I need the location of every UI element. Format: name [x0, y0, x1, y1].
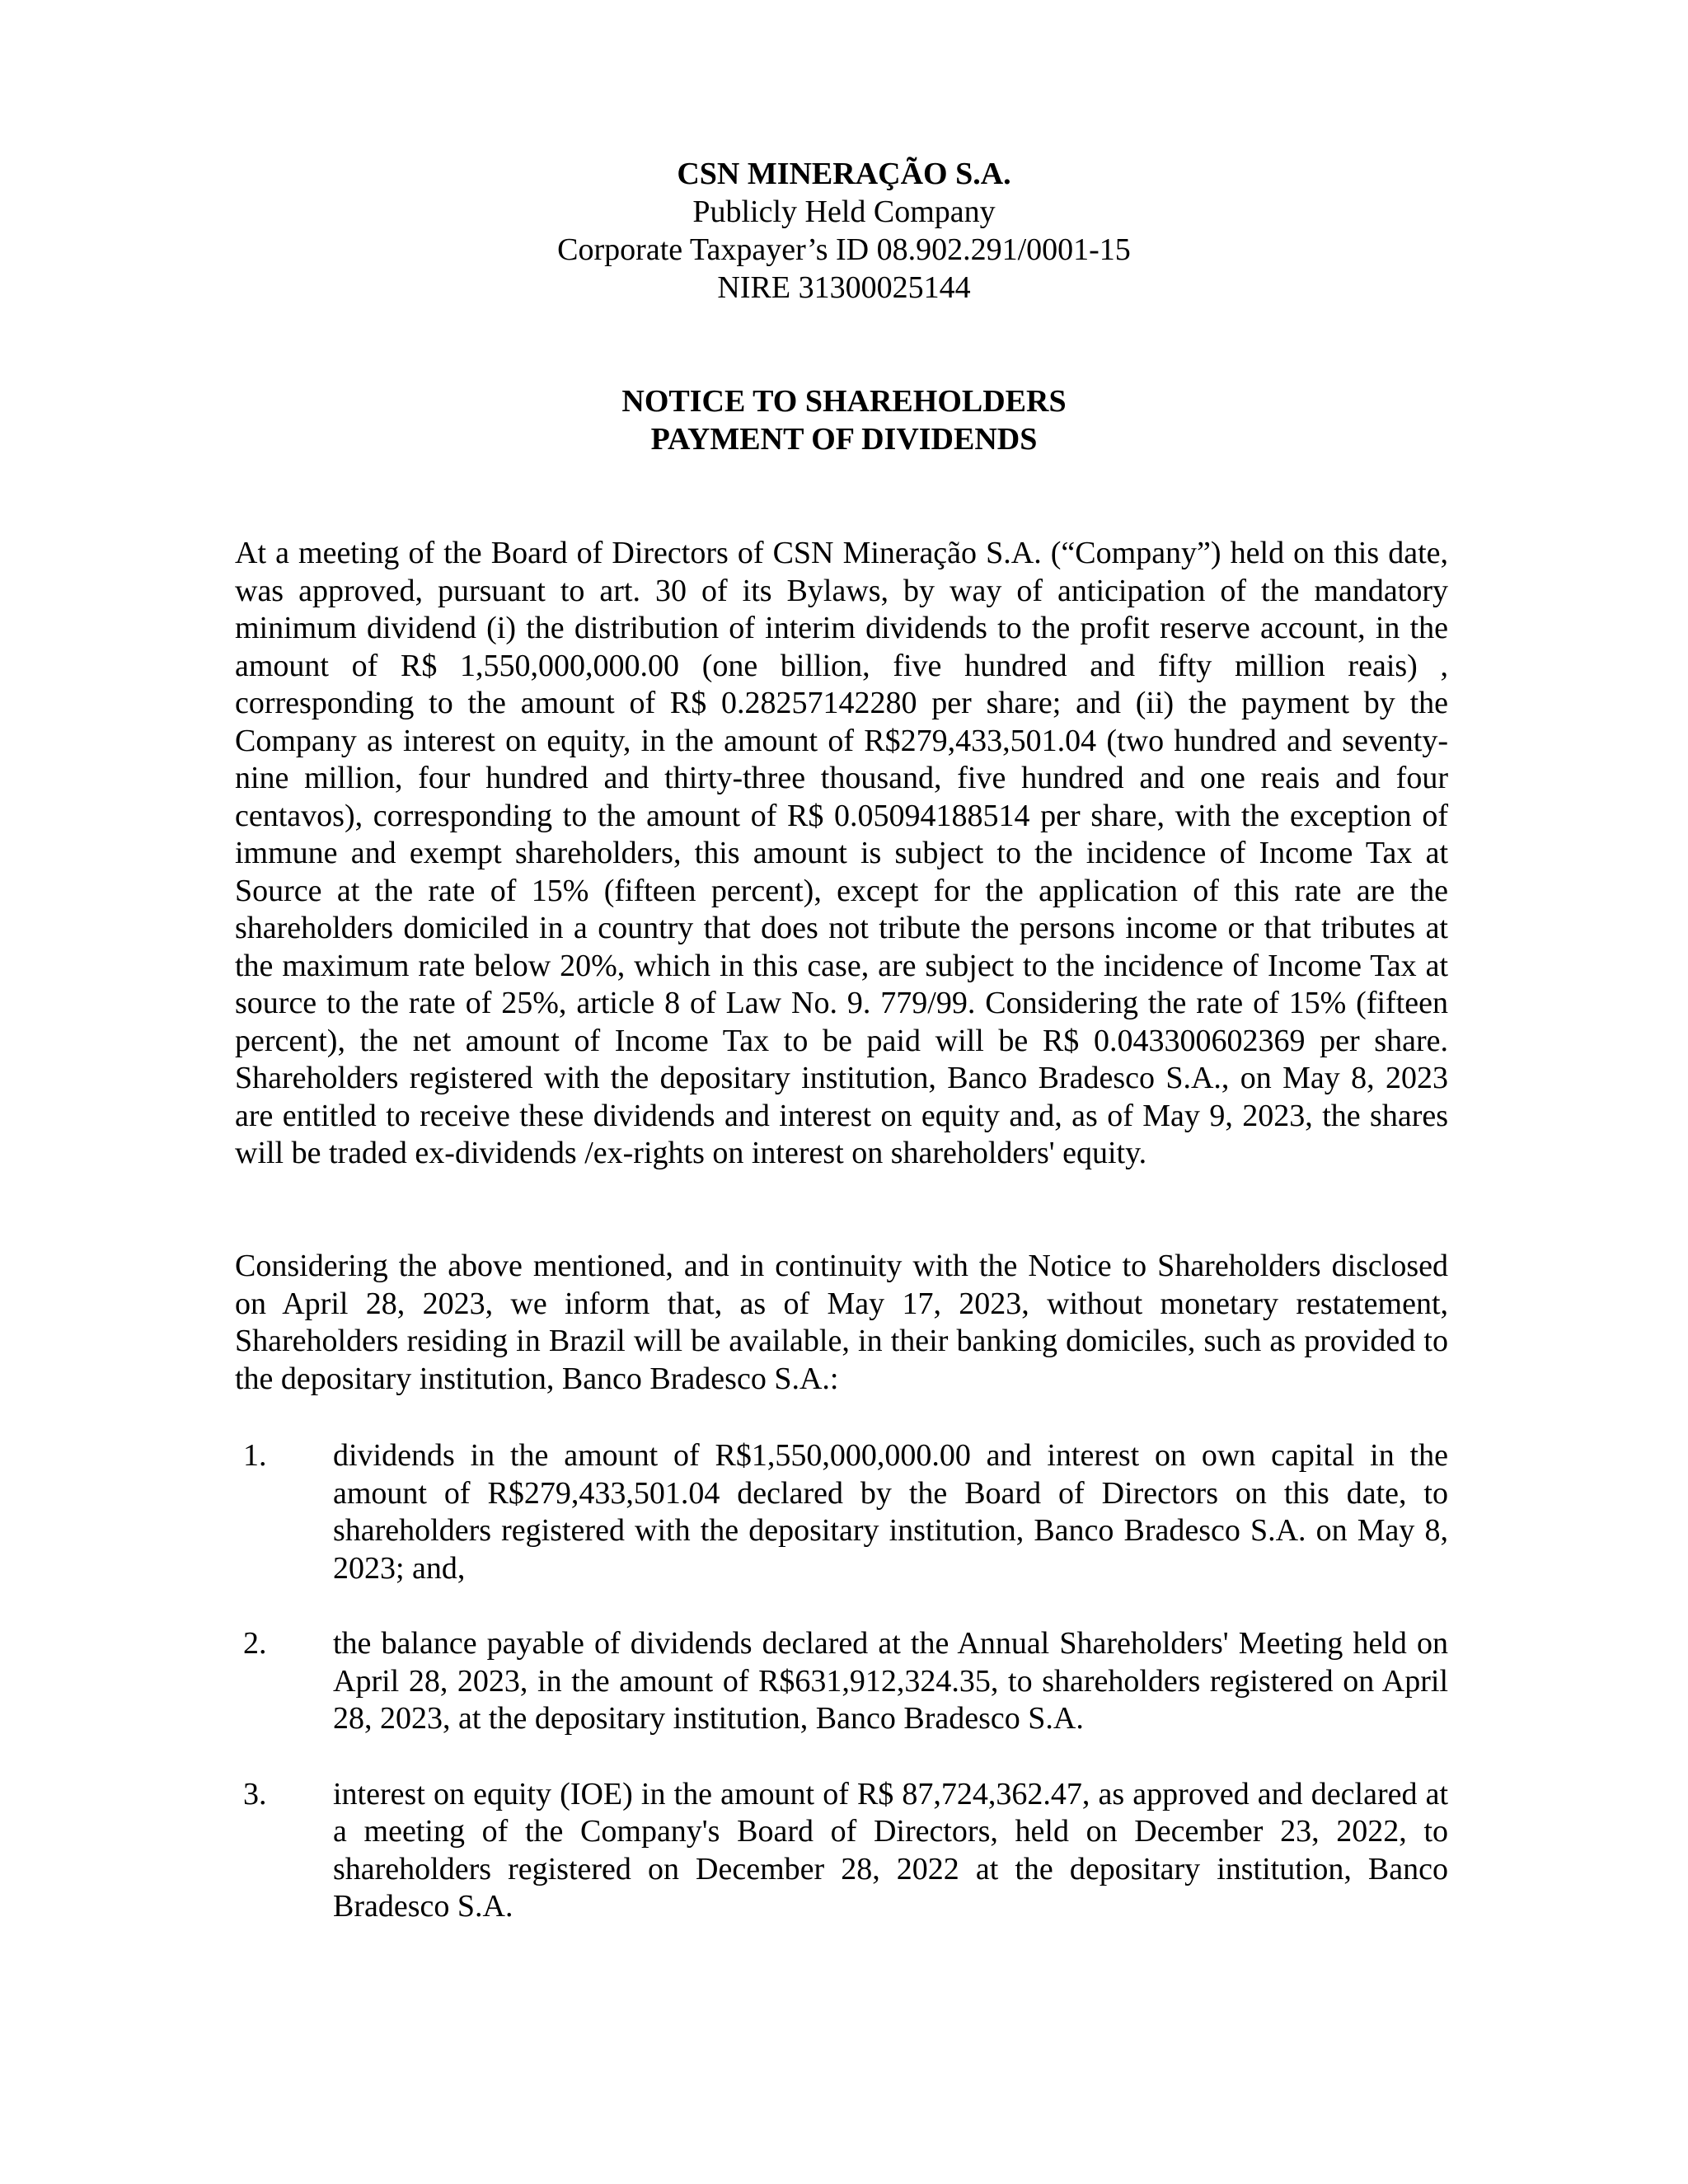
list-item [235, 1776, 1448, 1926]
notice-title-line2: PAYMENT OF DIVIDENDS [650, 422, 1038, 457]
list-item-text: the balance payable of dividends declared at the Annual Shareholders' Meeting held on April 28, 2023, in the amount of R$631,912,324.35, to shareholders registered on April 28, 2023, at the depositary institution, Banco Bradesco S.A. [333, 1626, 1448, 1736]
payment-schedule-paragraph: Considering the above mentioned, and in continuity with the Notice to Shareholders disclosed on April 28, 2023, we inform that, as of May 17, 2023, without monetary restatement, Shareholders residing in Brazil will be available, in their banking domiciles, such as provided to the depositary institution, Banco Bradesco S.A.: [235, 1249, 1448, 1396]
list-item-number: 3. [243, 1776, 267, 1811]
notice-title [0, 382, 1688, 458]
list-item-number: 2. [243, 1626, 267, 1661]
list-item [235, 1625, 1448, 1738]
company-name: CSN MINERAÇÃO S.A. [677, 157, 1011, 191]
company-header [0, 155, 1688, 307]
notice-title-line1: NOTICE TO SHAREHOLDERS [621, 384, 1067, 419]
nire-number: NIRE 31300025144 [717, 270, 971, 305]
board-meeting-paragraph: At a meeting of the Board of Directors of CSN Mineração S.A. (“Company”) held on this date, was approved, pursuant to art. 30 of its Bylaws, by way of anticipation of the mandatory minimum dividend (i) the distribution of interim dividends to the profit reserve account, in the amount of R$ 1,550,000,000.00 (one billion, five hundred and fifty million reais) , corresponding to the amount of R$ 0.28257142280 per share; and (ii) the payment by the Company as interest on equity, in the amount of R$279,433,501.04 (two hundred and seventy-nine million, four hundred and thirty-three thousand, five hundred and one reais and four centavos), corresponding to the amount of R$ 0.05094188514 per share, with the exception of immune and exempt shareholders, this amount is subject to the incidence of Income Tax at Source at the rate of 15% (fifteen percent), except for the application of this rate are the shareholders domiciled in a country that does not tribute the persons income or that tributes at the maximum rate below 20%, which in this case, are subject to the incidence of Income Tax at source to the rate of 25%, article 8 of Law No. 9. 779/99. Considering the rate of 15% (fifteen percent), the net amount of Income Tax to be paid will be R$ 0.043300602369 per share. Shareholders registered with the depositary institution, Banco Bradesco S.A., on May 8, 2023 are entitled to receive these dividends and interest on equity and, as of May 9, 2023, the shares will be traded ex-dividends /ex-rights on interest on shareholders' equity. [235, 536, 1448, 1170]
list-item-text: interest on equity (IOE) in the amount of R$ 87,724,362.47, as approved and declared at a meeting of the Company's Board of Directors, held on December 23, 2022, to shareholders registered on December 28, 2022 at the depositary institution, Banco Bradesco S.A. [333, 1776, 1448, 1924]
taxpayer-id: Corporate Taxpayer’s ID 08.902.291/0001-15 [557, 232, 1131, 267]
list-item-number: 1. [243, 1438, 267, 1473]
company-type: Publicly Held Company [692, 194, 996, 229]
list-item-text: dividends in the amount of R$1,550,000,000.00 and interest on own capital in the amount of R$279,433,501.04 declared by the Board of Directors on this date, to shareholders registered with the depositary institution, Banco Bradesco S.A. on May 8, 2023; and, [333, 1438, 1448, 1586]
payment-list [235, 1437, 1448, 1964]
list-item [235, 1437, 1448, 1587]
